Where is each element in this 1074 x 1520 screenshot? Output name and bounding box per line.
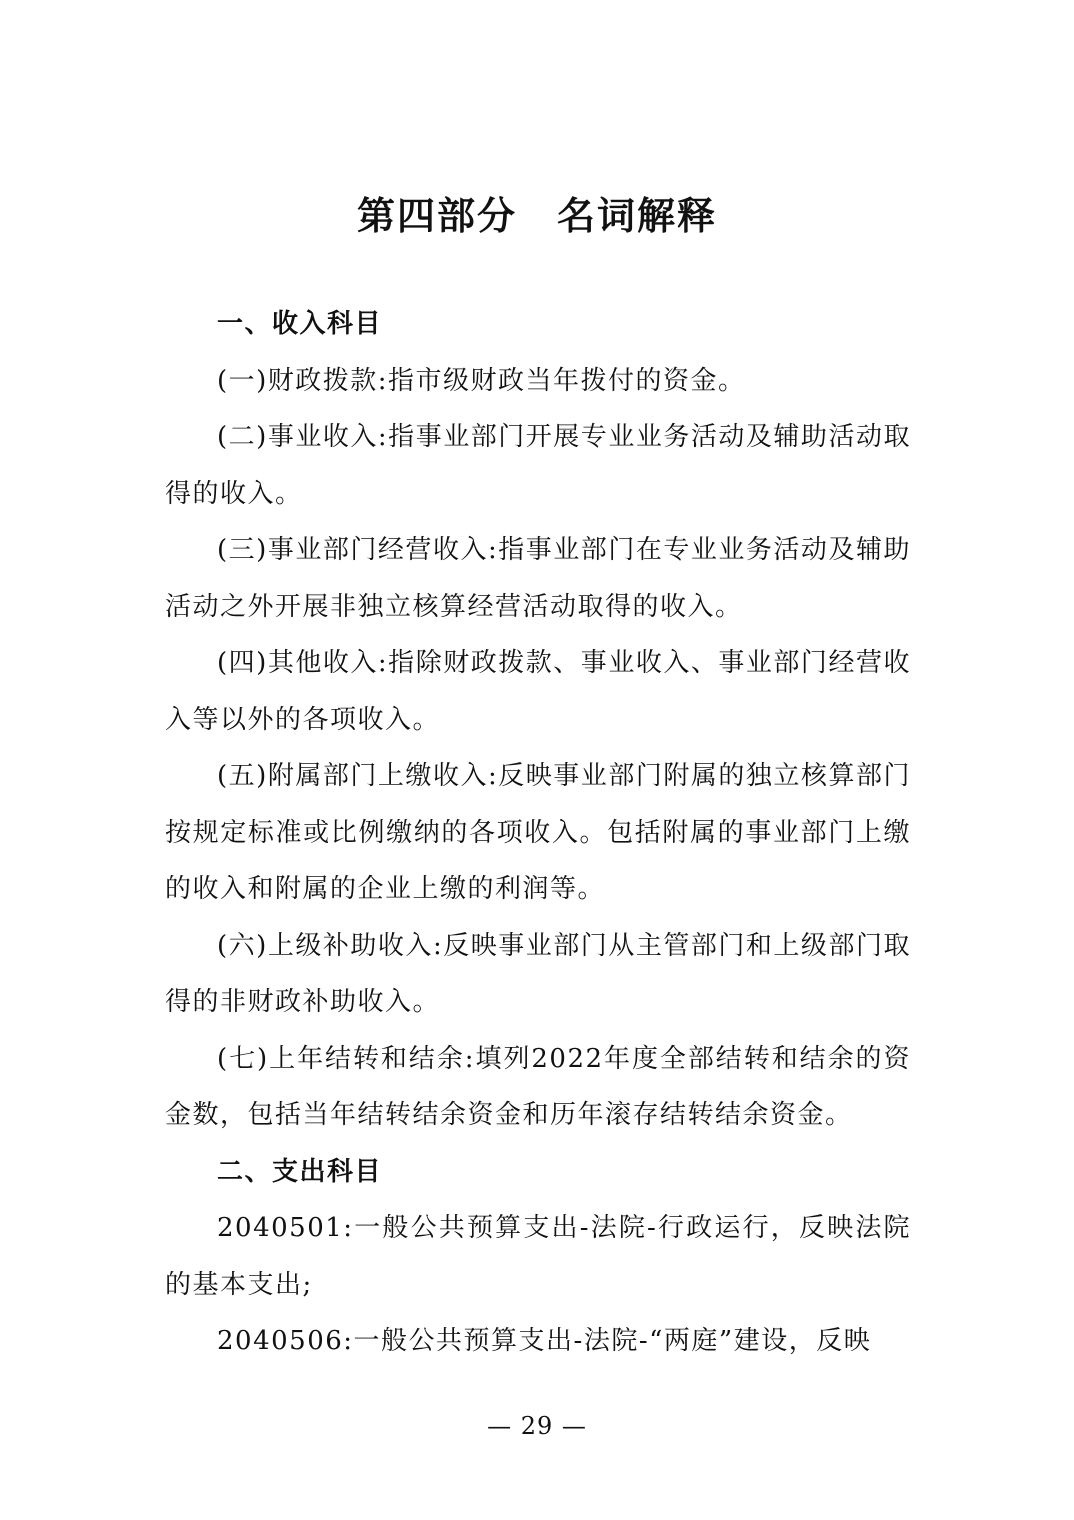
section-heading-income: 一、收入科目 bbox=[217, 309, 383, 339]
document-body bbox=[165, 296, 911, 1370]
paragraph: (三)事业部门经营收入:指事业部门在专业业务活动及辅助活动之外开展非独立核算经营活动取得的收入。 bbox=[165, 535, 911, 622]
section-heading-expenditure: 二、支出科目 bbox=[217, 1156, 383, 1187]
paragraph: (五)附属部门上缴收入:反映事业部门附属的独立核算部门按规定标准或比例缴纳的各项收入。包括附属的事业部门上缴的收入和附属的企业上缴的利润等。 bbox=[165, 761, 911, 904]
page-number: — 29 — bbox=[487, 1412, 587, 1440]
paragraph: (二)事业收入:指事业部门开展专业业务活动及辅助活动取得的收入。 bbox=[165, 422, 911, 509]
paragraph: 2040506:一般公共预算支出-法院-“两庭”建设，反映 bbox=[217, 1326, 872, 1356]
page-title: 第四部分 名词解释 bbox=[356, 194, 717, 238]
paragraph: (七)上年结转和结余:填列2022年度全部结转和结余的资金数，包括当年结转结余资金和历年滚存结转结余资金。 bbox=[165, 1043, 911, 1130]
paragraph: (四)其他收入:指除财政拨款、事业收入、事业部门经营收入等以外的各项收入。 bbox=[165, 648, 911, 735]
paragraph: (一)财政拨款:指市级财政当年拨付的资金。 bbox=[217, 365, 746, 396]
paragraph: 2040501:一般公共预算支出-法院-行政运行，反映法院的基本支出; bbox=[165, 1213, 911, 1300]
paragraph: (六)上级补助收入:反映事业部门从主管部门和上级部门取得的非财政补助收入。 bbox=[165, 930, 911, 1017]
